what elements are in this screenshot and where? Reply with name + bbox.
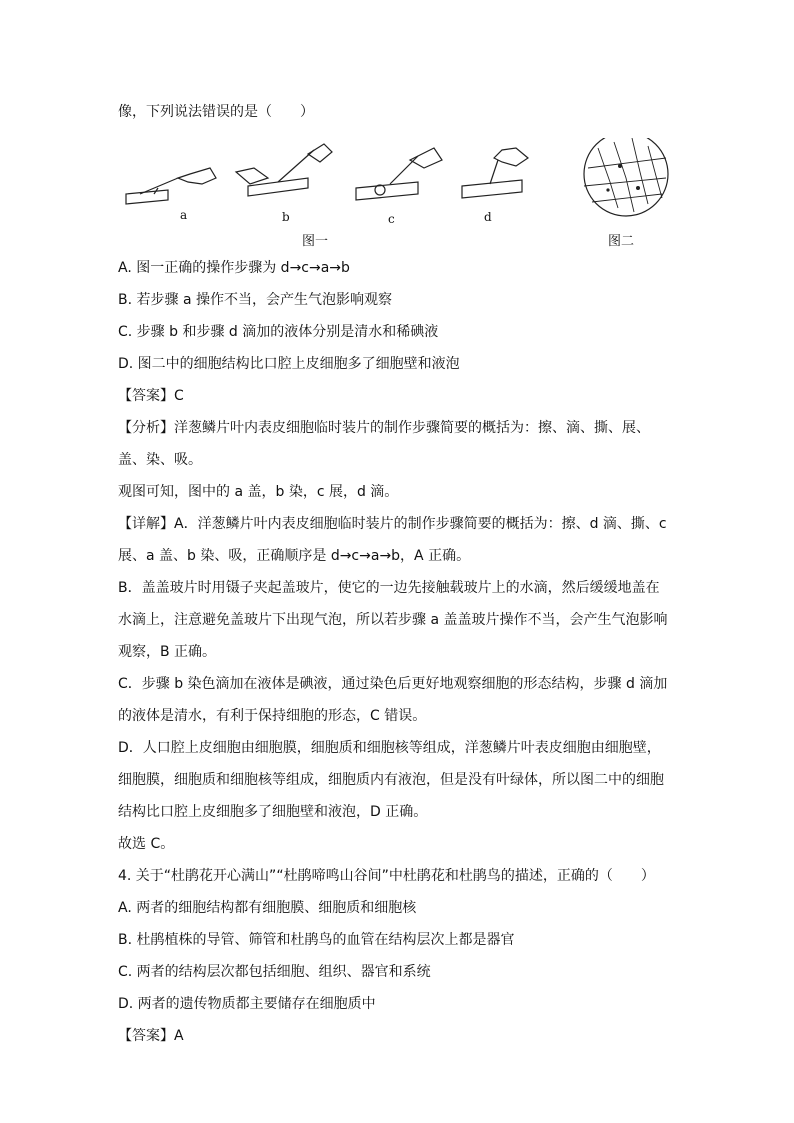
q4-option-c: C. 两者的结构层次都包括细胞、组织、器官和系统 xyxy=(118,964,431,980)
hand-b2-icon xyxy=(236,168,268,184)
figure1-title: 图一 xyxy=(302,234,329,249)
step-label-b: b xyxy=(282,210,290,224)
slide-b-icon xyxy=(248,178,308,196)
step-label-d: d xyxy=(484,210,492,224)
q4-stem: 4. 关于“杜鹃花开心满山”“杜鹃啼鸣山谷间”中杜鹃花和杜鹃鸟的描述，正确的（ ） xyxy=(118,868,655,884)
q4-option-a: A. 两者的细胞结构都有细胞膜、细胞质和细胞核 xyxy=(118,900,417,916)
q3-analysis-line: 盖、染、吸。 xyxy=(118,452,202,468)
q3-detail-line: 的液体是清水，有利于保持细胞的形态，C 错误。 xyxy=(118,708,427,724)
q3-detail-line: 【详解】A．洋葱鳞片叶内表皮细胞临时装片的制作步骤简要的概括为：擦、d 滴、撕、c xyxy=(118,516,667,532)
procedure-illustration xyxy=(118,138,678,250)
q4-answer: 【答案】A xyxy=(118,1028,184,1044)
q3-option-b: B. 若步骤 a 操作不当，会产生气泡影响观察 xyxy=(118,292,392,308)
q3-conclusion: 故选 C。 xyxy=(118,836,175,852)
q3-answer: 【答案】C xyxy=(118,388,184,404)
slide-c-icon xyxy=(356,182,418,200)
q3-option-a: A. 图一正确的操作步骤为 d→c→a→b xyxy=(118,260,350,276)
slide-a-icon xyxy=(126,190,168,204)
step-label-a: a xyxy=(180,208,188,222)
q3-option-d: D. 图二中的细胞结构比口腔上皮细胞多了细胞壁和液泡 xyxy=(118,356,460,372)
q3-detail-line: B．盖盖玻片时用镊子夹起盖玻片，使它的一边先接触载玻片上的水滴，然后缓缓地盖在 xyxy=(118,580,660,596)
hand-c-icon xyxy=(410,148,442,168)
dropper-hand-icon xyxy=(494,148,528,166)
q3-option-c: C. 步骤 b 和步骤 d 滴加的液体分别是清水和稀碘液 xyxy=(118,324,439,340)
q3-detail-line: 水滴上，注意避免盖玻片下出现气泡，所以若步骤 a 盖盖玻片操作不当，会产生气泡影响 xyxy=(118,612,668,628)
q3-detail-line: D．人口腔上皮细胞由细胞膜，细胞质和细胞核等组成，洋葱鳞片叶表皮细胞由细胞壁， xyxy=(118,740,661,756)
hand-a-icon xyxy=(178,168,216,184)
q4-option-d: D. 两者的遗传物质都主要储存在细胞质中 xyxy=(118,996,376,1012)
q4-option-b: B. 杜鹃植株的导管、筛管和杜鹃鸟的血管在结构层次上都是器官 xyxy=(118,932,515,948)
q3-detail-line: 观察，B 正确。 xyxy=(118,644,217,660)
q3-analysis-line: 【分析】洋葱鳞片叶内表皮细胞临时装片的制作步骤简要的概括为：擦、滴、撕、展、 xyxy=(118,420,650,436)
q3-detail-line: C．步骤 b 染色滴加在液体是碘液，通过染色后更好地观察细胞的形态结构，步骤 d 滴加 xyxy=(118,676,668,692)
step-label-c: c xyxy=(388,212,395,226)
q3-detail-line: 展、a 盖、b 染、吸，正确顺序是 d→c→a→b，A 正确。 xyxy=(118,548,471,564)
q3-detail-line: 细胞膜，细胞质和细胞核等组成，细胞质内有液泡，但是没有叶绿体，所以图二中的细胞 xyxy=(118,772,664,788)
q3-detail-line: 结构比口腔上皮细胞多了细胞壁和液泡，D 正确。 xyxy=(118,804,428,820)
experiment-figure xyxy=(118,138,678,250)
q3-analysis-line: 观图可知，图中的 a 盖，b 染，c 展，d 滴。 xyxy=(118,484,399,500)
question-tail: 像，下列说法错误的是（ ） xyxy=(118,104,314,120)
figure2-title: 图二 xyxy=(608,234,635,249)
slide-d-icon xyxy=(462,180,522,198)
hand-b-icon xyxy=(308,144,332,162)
